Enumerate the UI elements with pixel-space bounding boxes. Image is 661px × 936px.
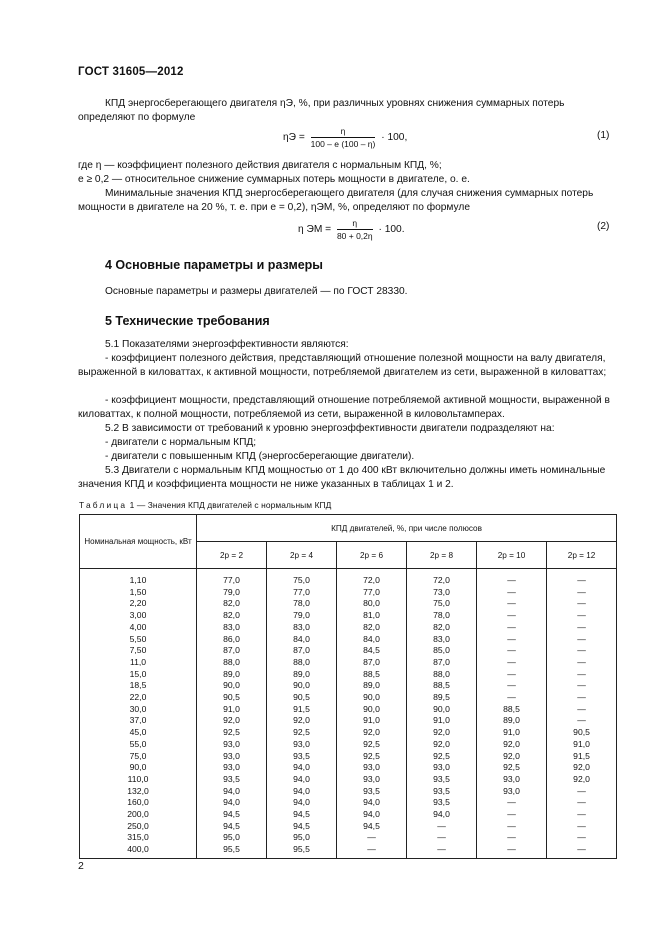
table-cell-efficiency: 92,5 <box>337 751 407 763</box>
table-caption-word: Таблица <box>79 500 128 510</box>
table-cell-efficiency: 94,0 <box>267 797 337 809</box>
table-cell-efficiency: 89,0 <box>477 715 547 727</box>
column-header-poles: 2p = 4 <box>267 542 337 569</box>
section-5-3: 5.3 Двигатели с нормальным КПД мощностью от 1 до 400 кВт включительно должны иметь номинальные значения КПД и коэффициента мощности не ниже указанных в таблицах 1 и 2. <box>78 465 606 490</box>
table-cell-efficiency: 91,5 <box>267 704 337 716</box>
table-cell-efficiency: 92,0 <box>407 739 477 751</box>
table-cell-efficiency: 90,5 <box>267 692 337 704</box>
table-cell-efficiency: 84,0 <box>267 634 337 646</box>
table-cell-power: 18,5 <box>80 680 197 692</box>
formula-1 <box>283 126 407 149</box>
table-cell-efficiency: 88,0 <box>197 657 267 669</box>
table-row <box>80 727 617 739</box>
table-cell-power: 2,20 <box>80 598 197 610</box>
table-cell-efficiency: 92,0 <box>337 727 407 739</box>
table-cell-efficiency: — <box>407 832 477 844</box>
table-cell-efficiency: 89,0 <box>267 669 337 681</box>
column-header-poles: 2p = 12 <box>547 542 617 569</box>
table-cell-efficiency: 88,5 <box>407 680 477 692</box>
column-header-efficiency-group: КПД двигателей, %, при числе полюсов <box>197 515 617 542</box>
table-cell-efficiency: 93,0 <box>267 739 337 751</box>
table-row <box>80 645 617 657</box>
section-5-2-item-1: - двигатели с нормальным КПД; <box>105 437 257 448</box>
table-cell-efficiency: 82,0 <box>337 622 407 634</box>
table-cell-efficiency: 91,0 <box>477 727 547 739</box>
table-cell-efficiency: 86,0 <box>197 634 267 646</box>
table-cell-efficiency: 92,5 <box>477 762 547 774</box>
table-cell-efficiency: 85,0 <box>407 645 477 657</box>
table-cell-efficiency: — <box>477 844 547 858</box>
table-cell-efficiency: 90,0 <box>407 704 477 716</box>
table-cell-efficiency: 77,0 <box>267 587 337 599</box>
table-cell-efficiency: 93,0 <box>197 739 267 751</box>
table-cell-efficiency: 83,0 <box>197 622 267 634</box>
formula-1-denominator: 100 – e (100 – η) <box>310 139 376 149</box>
table-cell-efficiency: — <box>547 821 617 833</box>
table-cell-efficiency: — <box>547 692 617 704</box>
table-cell-efficiency: — <box>477 821 547 833</box>
table-row <box>80 809 617 821</box>
table-cell-efficiency: 77,0 <box>197 569 267 587</box>
table-cell-efficiency: 90,0 <box>197 680 267 692</box>
table-row <box>80 587 617 599</box>
table-cell-efficiency: — <box>337 832 407 844</box>
table-cell-efficiency: 93,5 <box>407 786 477 798</box>
column-header-power: Номинальная мощность, кВт <box>80 515 197 569</box>
table-cell-efficiency: 84,0 <box>337 634 407 646</box>
table-cell-efficiency: 77,0 <box>337 587 407 599</box>
table-cell-efficiency: 91,0 <box>407 715 477 727</box>
table-cell-power: 90,0 <box>80 762 197 774</box>
table-row <box>80 610 617 622</box>
table-cell-efficiency: 92,0 <box>267 715 337 727</box>
table-cell-efficiency: 80,0 <box>337 598 407 610</box>
table-cell-efficiency: 82,0 <box>197 598 267 610</box>
table-row <box>80 739 617 751</box>
efficiency-table <box>79 514 617 859</box>
table-cell-power: 22,0 <box>80 692 197 704</box>
table-cell-efficiency: 94,0 <box>267 786 337 798</box>
table-cell-efficiency: — <box>477 692 547 704</box>
section-5-title: 5 Технические требования <box>105 314 270 328</box>
table-cell-efficiency: — <box>547 669 617 681</box>
formula-2 <box>298 218 405 241</box>
table-cell-efficiency: 94,0 <box>197 797 267 809</box>
table-cell-efficiency: 93,5 <box>267 751 337 763</box>
table-cell-efficiency: 92,0 <box>477 751 547 763</box>
table-cell-efficiency: — <box>547 832 617 844</box>
table-cell-efficiency: — <box>547 786 617 798</box>
formula-1-numerator: η <box>311 126 376 138</box>
formula-1-number: (1) <box>597 130 610 141</box>
table-cell-efficiency: — <box>547 598 617 610</box>
table-row <box>80 669 617 681</box>
table-cell-efficiency: — <box>547 569 617 587</box>
formula-2-fraction <box>337 218 373 241</box>
formula-2-tail: · 100. <box>378 224 405 236</box>
table-cell-efficiency: — <box>477 680 547 692</box>
table-cell-efficiency: 95,5 <box>197 844 267 858</box>
table-cell-efficiency: 94,0 <box>197 786 267 798</box>
table-row <box>80 832 617 844</box>
column-header-poles: 2p = 8 <box>407 542 477 569</box>
table-cell-power: 5,50 <box>80 634 197 646</box>
table-cell-efficiency: — <box>477 622 547 634</box>
table-cell-efficiency: — <box>477 809 547 821</box>
definition-eta: где η — коэффициент полезного действия двигателя с нормальным КПД, %; <box>78 160 442 171</box>
table-cell-efficiency: 90,0 <box>337 704 407 716</box>
table-row <box>80 786 617 798</box>
document-header: ГОСТ 31605—2012 <box>78 66 184 78</box>
table-cell-efficiency: — <box>407 821 477 833</box>
table-cell-efficiency: 94,5 <box>197 821 267 833</box>
table-cell-efficiency: — <box>477 610 547 622</box>
table-cell-efficiency: 93,0 <box>337 774 407 786</box>
table-row <box>80 762 617 774</box>
table-cell-efficiency: 94,5 <box>197 809 267 821</box>
table-cell-efficiency: 92,5 <box>267 727 337 739</box>
table-cell-efficiency: 75,0 <box>407 598 477 610</box>
table-cell-efficiency: 89,0 <box>197 669 267 681</box>
section-4-text: Основные параметры и размеры двигателей — по ГОСТ 28330. <box>105 286 408 297</box>
table-cell-efficiency: — <box>547 645 617 657</box>
table-cell-efficiency: 72,0 <box>337 569 407 587</box>
table-row <box>80 751 617 763</box>
table-cell-efficiency: 92,0 <box>477 739 547 751</box>
table-row <box>80 569 617 587</box>
table-row <box>80 622 617 634</box>
table-cell-efficiency: 93,0 <box>477 786 547 798</box>
table-caption <box>79 500 331 510</box>
formula-1-tail: · 100, <box>381 132 408 144</box>
table-cell-efficiency: — <box>547 715 617 727</box>
table-cell-efficiency: 90,0 <box>267 680 337 692</box>
table-cell-efficiency: 88,5 <box>477 704 547 716</box>
table-cell-efficiency: 95,5 <box>267 844 337 858</box>
table-cell-efficiency: 82,0 <box>197 610 267 622</box>
table-cell-efficiency: — <box>477 634 547 646</box>
intro-paragraph-2: Минимальные значения КПД энергосберегающего двигателя (для случая снижения суммарных потерь мощности в двигателе на 20 %, т. е. при e = 0,2), ηЭМ, %, определяют по формуле <box>78 188 594 213</box>
table-cell-efficiency: 91,0 <box>197 704 267 716</box>
table-cell-efficiency: 91,0 <box>337 715 407 727</box>
table-cell-efficiency: — <box>547 844 617 858</box>
table-cell-efficiency: 90,0 <box>337 692 407 704</box>
table-cell-efficiency: — <box>477 669 547 681</box>
table-cell-efficiency: 94,0 <box>337 797 407 809</box>
table-row <box>80 657 617 669</box>
table-cell-efficiency: 95,0 <box>267 832 337 844</box>
table-cell-efficiency: 89,0 <box>337 680 407 692</box>
column-header-poles: 2p = 2 <box>197 542 267 569</box>
table-cell-efficiency: 90,5 <box>547 727 617 739</box>
table-cell-power: 15,0 <box>80 669 197 681</box>
table-cell-power: 55,0 <box>80 739 197 751</box>
formula-2-numerator: η <box>337 218 373 230</box>
table-cell-efficiency: 78,0 <box>407 610 477 622</box>
table-cell-efficiency: — <box>547 610 617 622</box>
section-5-2: 5.2 В зависимости от требований к уровню энергоэффективности двигатели подразделяют на: <box>105 423 555 434</box>
table-cell-efficiency: 84,5 <box>337 645 407 657</box>
table-cell-efficiency: 81,0 <box>337 610 407 622</box>
table-cell-efficiency: 78,0 <box>267 598 337 610</box>
table-cell-efficiency: — <box>547 622 617 634</box>
definition-e: e ≥ 0,2 — относительное снижение суммарных потерь мощности в двигателе, о. е. <box>78 174 470 185</box>
table-row <box>80 821 617 833</box>
table-cell-power: 315,0 <box>80 832 197 844</box>
table-cell-efficiency: — <box>477 657 547 669</box>
table-cell-efficiency: 92,0 <box>547 774 617 786</box>
formula-2-lhs: η ЭМ = <box>298 224 332 236</box>
table-cell-efficiency: 94,5 <box>267 821 337 833</box>
table-cell-efficiency: — <box>547 809 617 821</box>
table-caption-text: 1 — Значения КПД двигателей с нормальным КПД <box>127 500 332 510</box>
table-row <box>80 797 617 809</box>
table-cell-power: 200,0 <box>80 809 197 821</box>
section-5-1-item-1: - коэффициент полезного действия, представляющий отношение полезной мощности на валу двигателя, выраженной в киловаттах, к активной мощности, потребляемой двигателем из сети, выраженной в киловаттах; <box>78 353 607 378</box>
table-cell-efficiency: — <box>547 657 617 669</box>
table-cell-efficiency: 94,0 <box>267 762 337 774</box>
section-5-1-item-2: - коэффициент мощности, представляющий отношение потребляемой активной мощности, выраженной в киловаттах, к полной мощности, потребляемой из сети, выраженной в киловольтамперах. <box>78 395 610 420</box>
table-cell-efficiency: — <box>547 634 617 646</box>
table-cell-efficiency: 94,5 <box>337 821 407 833</box>
table-cell-efficiency: 82,0 <box>407 622 477 634</box>
table-cell-efficiency: 92,0 <box>547 762 617 774</box>
table-cell-efficiency: — <box>547 680 617 692</box>
table-cell-efficiency: 93,0 <box>197 751 267 763</box>
table-cell-power: 45,0 <box>80 727 197 739</box>
table-cell-efficiency: 87,0 <box>337 657 407 669</box>
table-cell-efficiency: 93,0 <box>197 762 267 774</box>
table-cell-efficiency: 83,0 <box>267 622 337 634</box>
table-cell-efficiency: 93,5 <box>407 774 477 786</box>
formula-2-number: (2) <box>597 221 610 232</box>
table-cell-efficiency: — <box>477 587 547 599</box>
table-cell-efficiency: 88,0 <box>407 669 477 681</box>
table-cell-efficiency: 92,0 <box>407 727 477 739</box>
table-cell-efficiency: 93,0 <box>337 762 407 774</box>
table-cell-power: 3,00 <box>80 610 197 622</box>
table-cell-efficiency: 73,0 <box>407 587 477 599</box>
table-cell-efficiency: 72,0 <box>407 569 477 587</box>
table-cell-power: 110,0 <box>80 774 197 786</box>
table-row <box>80 680 617 692</box>
table-cell-efficiency: 94,0 <box>407 809 477 821</box>
table-cell-power: 30,0 <box>80 704 197 716</box>
table-cell-efficiency: 87,0 <box>197 645 267 657</box>
table-cell-efficiency: — <box>477 569 547 587</box>
table-cell-efficiency: 90,5 <box>197 692 267 704</box>
table-cell-efficiency: 87,0 <box>267 645 337 657</box>
section-5-2-item-2: - двигатели с повышенным КПД (энергосберегающие двигатели). <box>105 451 415 462</box>
page-number: 2 <box>78 860 84 872</box>
table-cell-power: 1,10 <box>80 569 197 587</box>
table-cell-efficiency: — <box>477 598 547 610</box>
table-cell-efficiency: 92,0 <box>197 715 267 727</box>
table-cell-efficiency: 92,5 <box>197 727 267 739</box>
table-cell-efficiency: — <box>547 797 617 809</box>
table-cell-efficiency: 79,0 <box>267 610 337 622</box>
table-cell-power: 11,0 <box>80 657 197 669</box>
formula-1-fraction <box>311 126 376 149</box>
column-header-poles: 2p = 6 <box>337 542 407 569</box>
table-cell-power: 160,0 <box>80 797 197 809</box>
table-cell-efficiency: — <box>407 844 477 858</box>
table-cell-efficiency: 83,0 <box>407 634 477 646</box>
table-cell-efficiency: 88,0 <box>267 657 337 669</box>
table-cell-efficiency: — <box>337 844 407 858</box>
table-row <box>80 844 617 858</box>
table-cell-power: 4,00 <box>80 622 197 634</box>
column-header-poles: 2p = 10 <box>477 542 547 569</box>
table-cell-power: 400,0 <box>80 844 197 858</box>
table-cell-power: 75,0 <box>80 751 197 763</box>
table-cell-efficiency: 92,5 <box>407 751 477 763</box>
table-cell-power: 1,50 <box>80 587 197 599</box>
table-cell-efficiency: 95,0 <box>197 832 267 844</box>
table-cell-power: 132,0 <box>80 786 197 798</box>
table-cell-efficiency: — <box>547 587 617 599</box>
table-cell-efficiency: — <box>477 645 547 657</box>
table-cell-efficiency: 93,0 <box>407 762 477 774</box>
table-cell-efficiency: 93,5 <box>407 797 477 809</box>
formula-2-denominator: 80 + 0,2η <box>336 231 373 241</box>
table-row <box>80 598 617 610</box>
table-cell-efficiency: 94,0 <box>267 774 337 786</box>
table-cell-efficiency: — <box>477 832 547 844</box>
table-cell-efficiency: 94,0 <box>337 809 407 821</box>
table-cell-efficiency: 93,5 <box>337 786 407 798</box>
intro-paragraph-1: КПД энергосберегающего двигателя ηЭ, %, при различных уровнях снижения суммарных потерь определяют по формуле <box>78 98 565 123</box>
table-cell-efficiency: 93,5 <box>197 774 267 786</box>
table-cell-efficiency: 88,5 <box>337 669 407 681</box>
table-cell-efficiency: 79,0 <box>197 587 267 599</box>
table-row <box>80 704 617 716</box>
table-cell-efficiency: 91,0 <box>547 739 617 751</box>
table-row <box>80 692 617 704</box>
table-row <box>80 774 617 786</box>
table-row <box>80 715 617 727</box>
table-cell-power: 37,0 <box>80 715 197 727</box>
formula-1-lhs: ηЭ = <box>283 132 305 144</box>
table-row <box>80 634 617 646</box>
section-5-1: 5.1 Показателями энергоэффективности являются: <box>105 339 349 350</box>
table-cell-efficiency: 87,0 <box>407 657 477 669</box>
table-cell-efficiency: 93,0 <box>477 774 547 786</box>
table-cell-efficiency: 91,5 <box>547 751 617 763</box>
table-cell-efficiency: 89,5 <box>407 692 477 704</box>
table-cell-efficiency: 94,5 <box>267 809 337 821</box>
table-cell-efficiency: — <box>547 704 617 716</box>
section-4-title: 4 Основные параметры и размеры <box>105 258 323 272</box>
table-cell-power: 7,50 <box>80 645 197 657</box>
table-cell-efficiency: 75,0 <box>267 569 337 587</box>
table-cell-power: 250,0 <box>80 821 197 833</box>
table-cell-efficiency: 92,5 <box>337 739 407 751</box>
table-cell-efficiency: — <box>477 797 547 809</box>
